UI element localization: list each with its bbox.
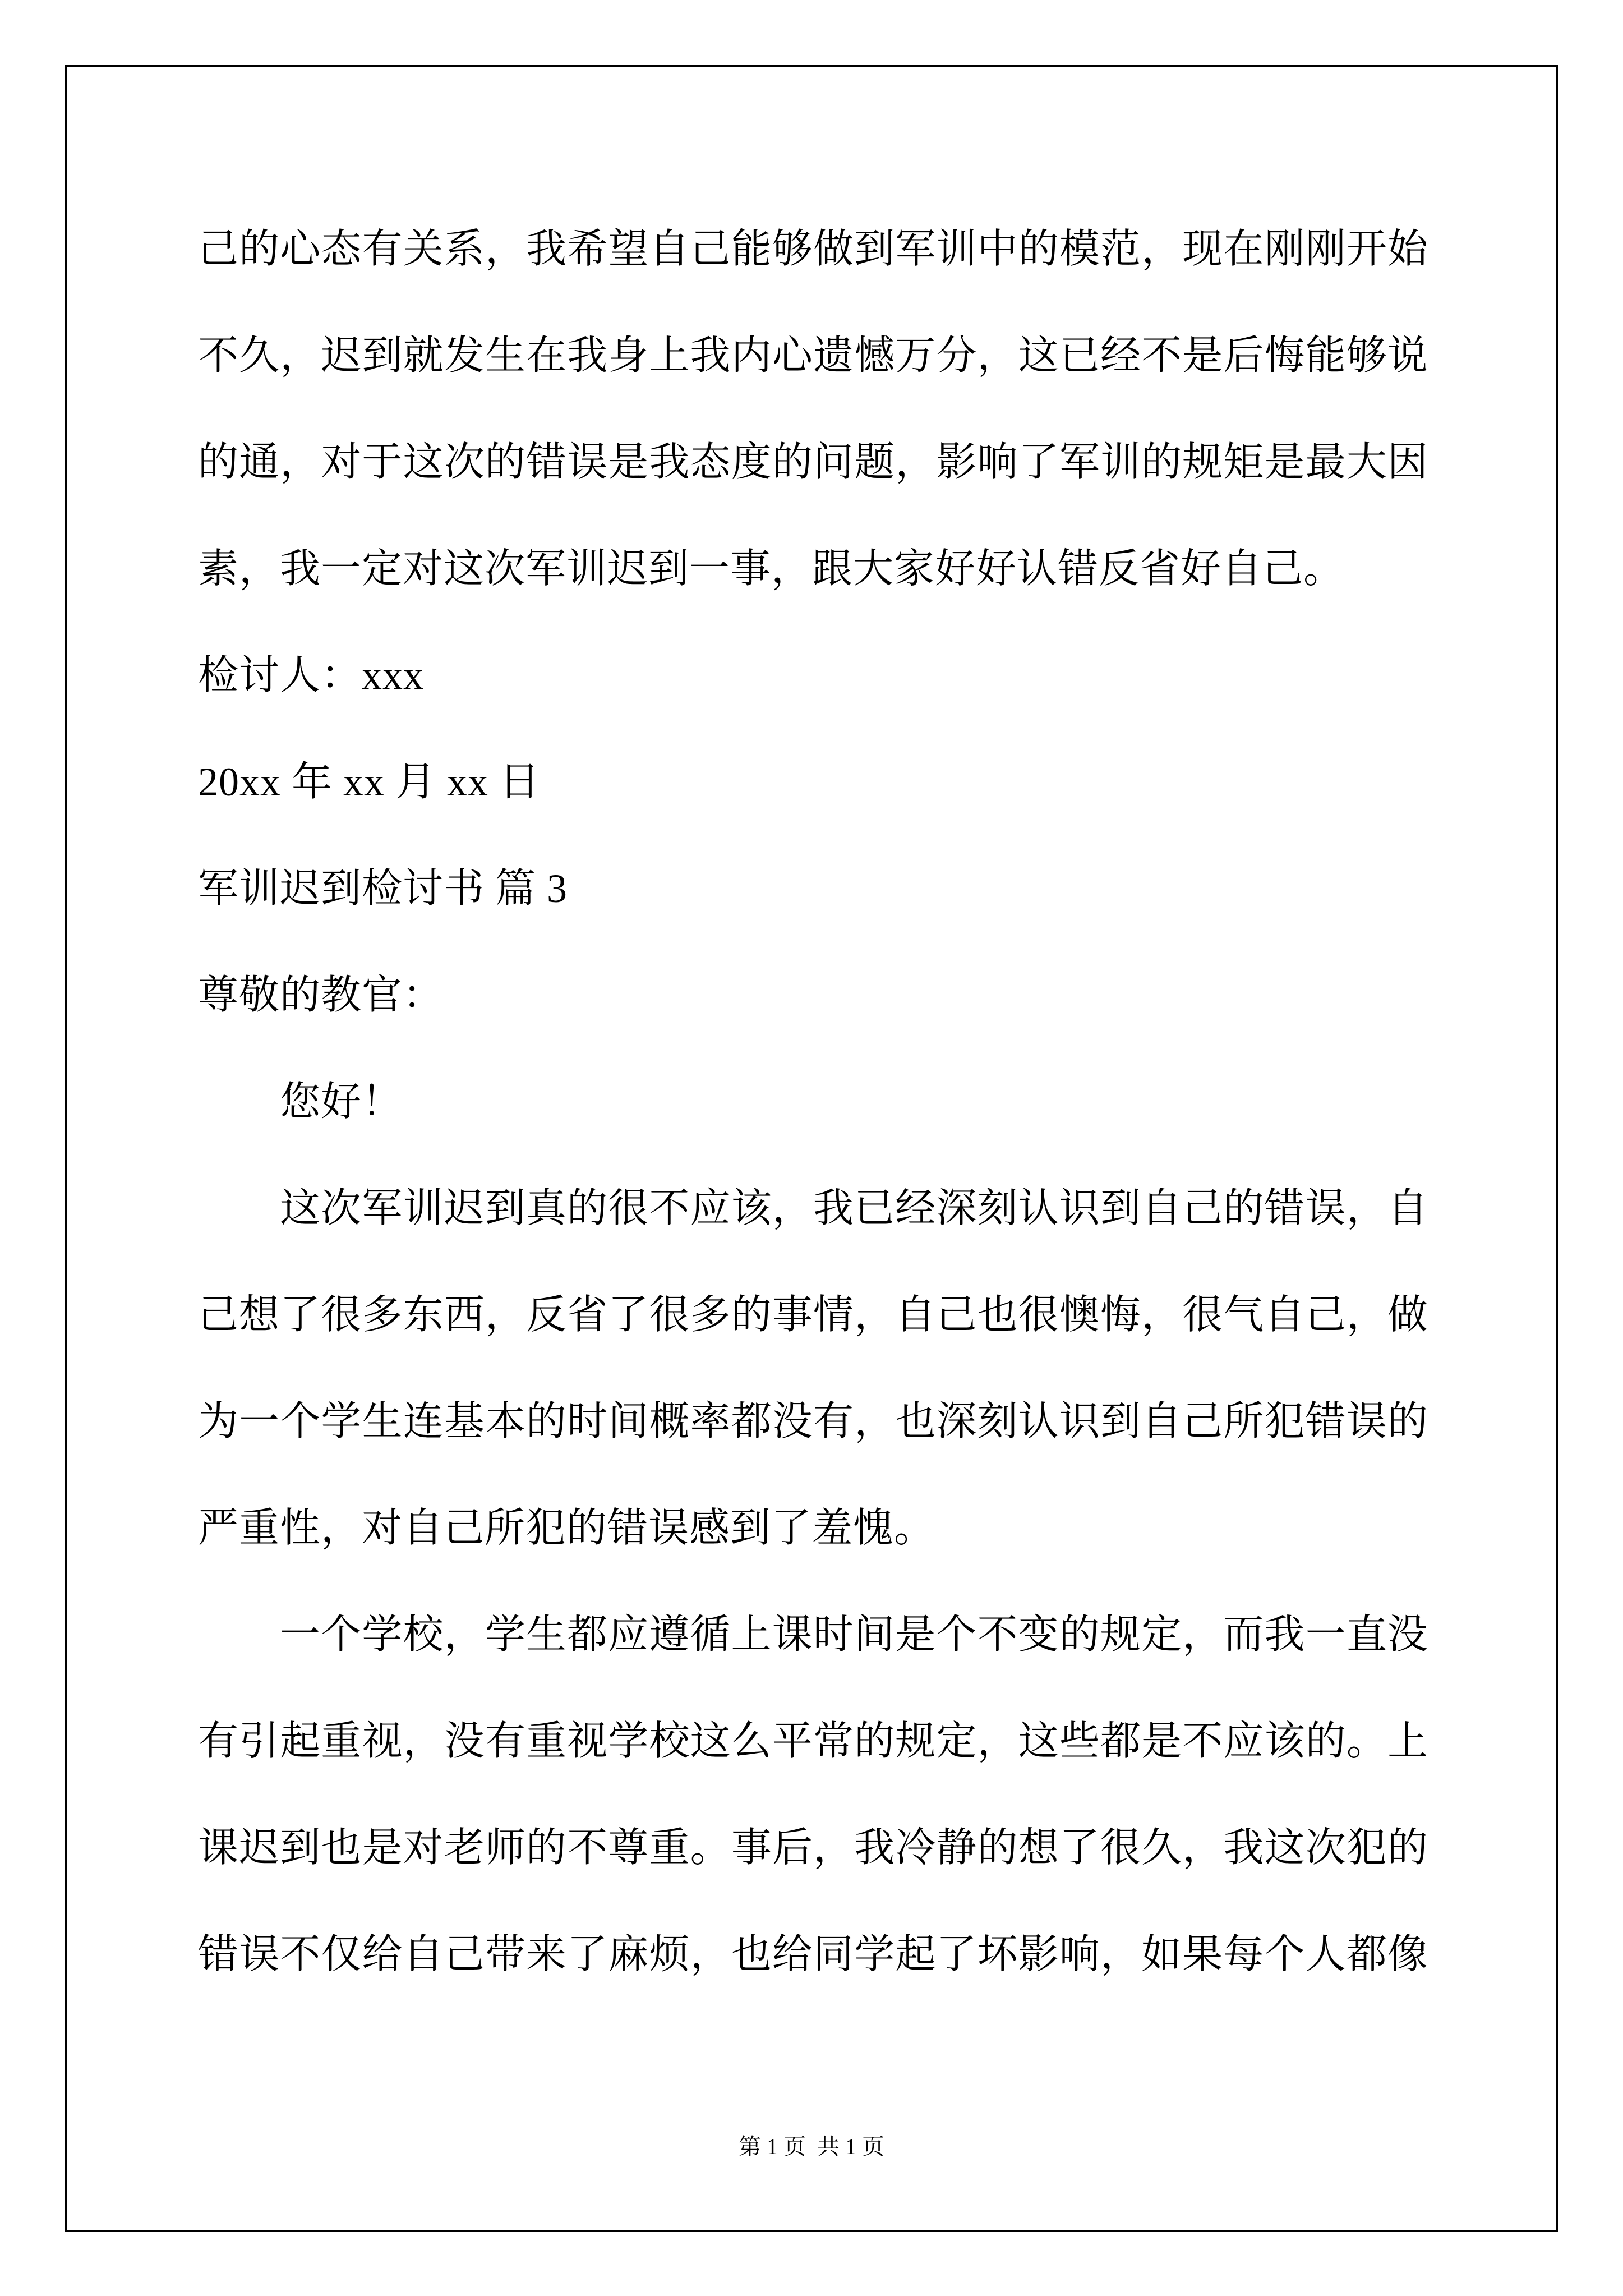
text-line: 一个学校，学生都应遵循上课时间是个不变的规定，而我一直没: [280, 1612, 1428, 1657]
text-line: 不久，迟到就发生在我身上我内心遗憾万分，这已经不是后悔能够说: [198, 333, 1428, 378]
page-number-footer: 第 1 页 共 1 页: [739, 2134, 884, 2159]
salutation: 尊敬的教官：: [198, 973, 444, 1018]
document-body: [198, 196, 1428, 2008]
text-line: 严重性，对自己所犯的错误感到了羞愧。: [198, 1506, 935, 1550]
text-line: 错误不仅给自己带来了麻烦，也给同学起了坏影响，如果每个人都像: [198, 1932, 1428, 1977]
text-line: 课迟到也是对老师的不尊重。事后，我冷静的想了很久，我这次犯的: [198, 1825, 1428, 1870]
text-line: 的通，对于这次的错误是我态度的问题，影响了军训的规矩是最大因: [198, 440, 1428, 485]
text-line: 己想了很多东西，反省了很多的事情，自己也很懊悔，很气自己，做: [198, 1292, 1428, 1337]
text-line: 有引起重视，没有重视学校这么平常的规定，这些都是不应该的。上: [198, 1719, 1428, 1764]
text-line: 素，我一定对这次军训迟到一事，跟大家好好认错反省好自己。: [198, 546, 1345, 591]
text-line: 己的心态有关系，我希望自己能够做到军训中的模范，现在刚刚开始: [198, 227, 1428, 272]
signature-line: 检讨人：xxx: [198, 653, 425, 698]
text-line: 这次军训迟到真的很不应该，我已经深刻认识到自己的错误，自: [280, 1186, 1428, 1231]
section-title: 军训迟到检讨书 篇 3: [198, 866, 568, 911]
text-line: 为一个学生连基本的时间概率都没有，也深刻认识到自己所犯错误的: [198, 1399, 1428, 1444]
greeting: 您好！: [280, 1079, 403, 1124]
date-line: 20xx 年 xx 月 xx 日: [198, 760, 541, 804]
